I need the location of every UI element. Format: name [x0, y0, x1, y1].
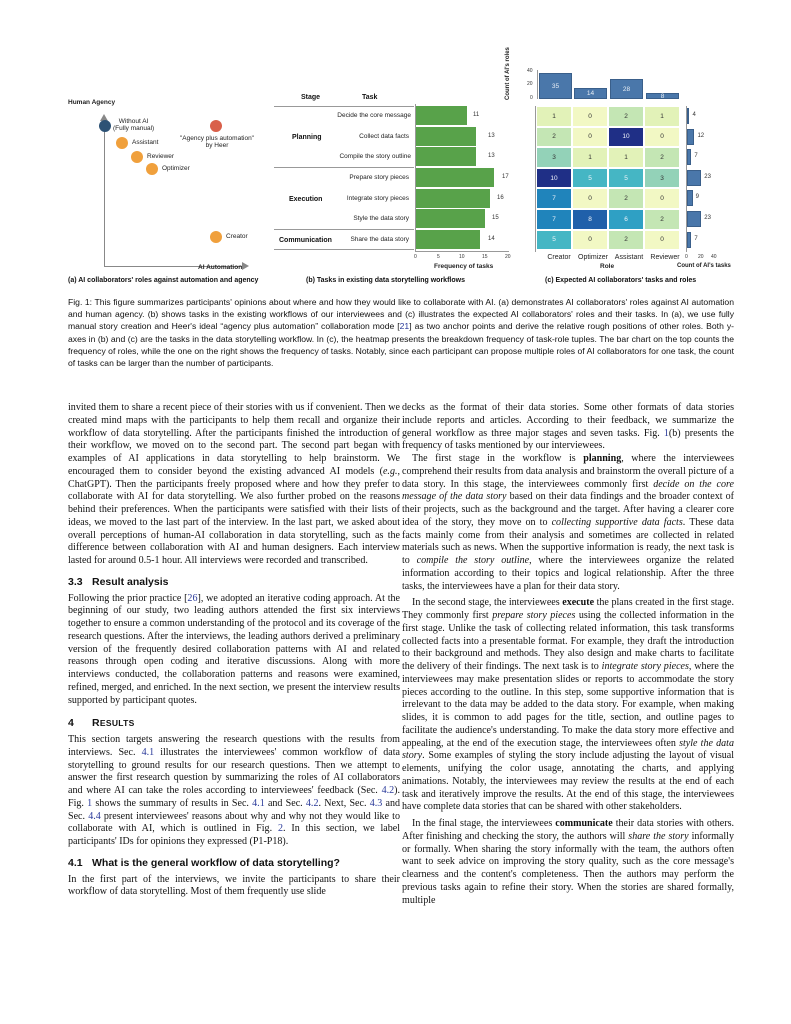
task-label: Style the data story — [353, 215, 409, 222]
x-axis-label: Frequency of tasks — [434, 263, 494, 270]
bar-value: 35 — [551, 82, 560, 90]
top-y-tick: 20 — [527, 81, 533, 87]
text: (b) presents the frequency of tasks mentioned by our interviewees. — [402, 427, 734, 452]
text: using the collected information in the first stage. Unlike the task of collecting related information, this task transforms collected facts into a presentable format. For example, they draft the introduction to their background and methods. They also design and make charts to facilitate the delivery of their findings. The next task is to — [402, 610, 734, 672]
task-count-bar — [687, 170, 701, 186]
x-tick: 20 — [505, 254, 511, 260]
heatmap-y-axis — [535, 106, 536, 252]
right-x-tick: 0 — [685, 254, 688, 260]
task-label: Decide the core message — [337, 112, 411, 119]
x-tick: 10 — [459, 254, 465, 260]
text: . In this section, we label participants' IDs for opinions they expressed (P1-P18). — [68, 823, 400, 847]
point-optimizer — [146, 163, 158, 175]
x-tick: 15 — [482, 254, 488, 260]
text: integrate story pieces — [601, 661, 689, 672]
task-count-bar — [687, 108, 689, 124]
heatmap-cell: 0 — [644, 127, 680, 148]
text: prepare story pieces — [492, 610, 576, 621]
paragraph — [402, 818, 734, 907]
section-heading-3-3 — [68, 576, 400, 589]
task-label: Prepare story pieces — [349, 174, 409, 181]
heatmap-cell: 0 — [572, 188, 608, 209]
section-number: 4 — [68, 717, 75, 730]
arrow-right-icon — [242, 262, 249, 270]
text: . Next, Sec. — [318, 797, 370, 809]
heatmap-cell: 5 — [608, 168, 644, 189]
text: . Some examples of styling the story include adjusting the layout of visual elements, unifying the color usage, annotating the charts, and applying animations. Notably, the interviewees may review the results at the end of each task and iteratively improve the results. At the end of this stage, the interviewees have complete data stories that can be shared with other stakeholders. — [402, 750, 734, 813]
task-count-bar — [687, 232, 691, 248]
citation-link[interactable]: 21 — [399, 321, 410, 332]
section-number: 3.3 — [68, 575, 83, 588]
text: decks as the format of their data stories. Some other formats of data stories include reports and articles. According to their feedback, we summarize the general workflow as three major stages and seven tasks. Fig. — [402, 402, 734, 439]
heatmap-cell: 6 — [608, 209, 644, 230]
heatmap-row — [536, 106, 680, 127]
section-title: Result analysis — [92, 575, 169, 588]
bar-value: 17 — [502, 174, 509, 180]
task-count-bar — [687, 190, 693, 206]
x-axis-label: Role — [600, 263, 615, 270]
text: and Sec. — [68, 797, 400, 822]
top-y-tick: 0 — [530, 95, 533, 101]
heatmap-cell: 5 — [536, 230, 572, 251]
heatmap-cell: 0 — [572, 230, 608, 251]
text: and Sec. — [264, 797, 306, 809]
paragraph — [402, 402, 734, 453]
heatmap-cell: 2 — [608, 230, 644, 251]
heatmap-cell: 0 — [572, 106, 608, 127]
text: style the data story — [402, 737, 734, 762]
section-title: What is the general workflow of data storytelling? — [92, 856, 340, 869]
text: The first stage in the workflow is — [412, 453, 584, 464]
figure-link[interactable]: 2 — [277, 823, 283, 835]
text: illustrates the interviewees' common workflow of data storytelling to ground results for our research questions. Then we attempt to answer the first research question by summarizing the roles of AI collaborators and where AI can take the roles according to interviewees' feedback (Sec. — [68, 746, 400, 796]
task-count-bar — [687, 129, 694, 145]
citation-link[interactable]: 26 — [187, 592, 198, 604]
paragraph — [68, 593, 400, 708]
right-x-tick: 40 — [711, 254, 717, 260]
heatmap-cell: 7 — [536, 188, 572, 209]
heatmap-cell: 0 — [572, 127, 608, 148]
text: e.g. — [382, 465, 398, 477]
role-label: Creator — [547, 254, 571, 261]
role-bar-assistant — [610, 79, 643, 99]
heatmap-cell: 1 — [644, 106, 680, 127]
heatmap-cell: 1 — [536, 106, 572, 127]
bar-value: 23 — [704, 215, 711, 221]
text: decide on the core message of the data story — [402, 478, 734, 503]
heatmap-cell: 7 — [536, 209, 572, 230]
label-line: "Agency plus automation" — [180, 135, 254, 142]
y-axis-line — [104, 120, 105, 267]
bar-prepare — [416, 168, 494, 187]
panel-a-caption: (a) AI collaborators' roles against automation and agency — [68, 277, 259, 284]
point-creator — [210, 231, 222, 243]
section-title: ESULTS — [99, 718, 135, 729]
label-line: (Fully manual) — [113, 125, 155, 133]
section-link[interactable]: 4.1 — [141, 746, 155, 758]
label-line: by Heer — [205, 142, 229, 150]
paragraph — [402, 453, 734, 593]
role-label: Optimizer — [578, 254, 608, 261]
heatmap-cell: 2 — [608, 106, 644, 127]
right-x-label: Count of AI's tasks — [677, 263, 731, 269]
role-bar-reviewer — [646, 93, 679, 99]
text: invited them to share a recent piece of their stories with us if convenient. Then we created mind maps with the participants to help them recall and organize their workflow of data storytelling. After the participants finished the introduction of their workflow, we moved on to the second part. The second part began with examples of AI applications in data storytelling to help brainstorm. We encouraged them to consider beyond the existing advanced AI models ( — [68, 402, 400, 477]
left-column — [68, 402, 400, 899]
bar-value: 14 — [488, 236, 495, 242]
right-x-tick: 20 — [698, 254, 704, 260]
task-count-bar — [687, 149, 691, 165]
top-y-label: Count of AI's roles — [505, 47, 511, 100]
heatmap-row — [536, 147, 680, 168]
heatmap-cell: 2 — [608, 188, 644, 209]
heatmap-row — [536, 230, 680, 251]
heatmap-cell: 10 — [536, 168, 572, 189]
label-line: Without AI — [118, 118, 149, 125]
divider — [274, 106, 414, 107]
task-label: Compile the story outline — [339, 153, 411, 160]
text: Following the prior practice [ — [68, 592, 188, 604]
bar-value: 16 — [497, 195, 504, 201]
panel-b-caption: (b) Tasks in existing data storytelling workflows — [306, 277, 465, 284]
point-assistant — [116, 137, 128, 149]
role-bar-optimizer — [574, 88, 607, 99]
heatmap — [536, 106, 680, 250]
task-label: Share the data story — [350, 236, 409, 243]
text: This section targets answering the research questions with the results from interviews. Sec. — [68, 734, 400, 758]
bar-decide — [416, 106, 467, 125]
caption-text: Fig. 1: This figure summarizes participants' opinions about where and how they would like to collaborate with AI. (a) demonstrates AI collaborators' roles against AI automation and human agency. (b) shows tasks in the existing workflows of our interviewees and (c) illustrates the expected AI collaborators' roles and their tasks. In (a), we use fully manual story creation and Heer's ideal “agency plus automation” collaboration mode [ — [68, 297, 734, 332]
heatmap-cell: 0 — [644, 188, 680, 209]
text: based on their data findings and the broader context of their projects, such as the background and the target. After having a clearer core idea of the story, they move on to — [402, 491, 734, 528]
point-label-assistant: Assistant — [132, 139, 159, 146]
divider — [274, 167, 414, 168]
section-link[interactable]: 4.2 — [305, 797, 319, 809]
x-axis-line — [415, 251, 509, 252]
heatmap-cell: 0 — [644, 230, 680, 251]
bar-value: 28 — [622, 85, 631, 93]
heatmap-cell: 1 — [608, 147, 644, 168]
section-link[interactable]: 4.1 — [252, 797, 265, 809]
text: the plans created in the first stage. They commonly first — [402, 597, 734, 621]
paragraph: In the first part of the interviews, we invite the participants to share their workflow of data storytelling. Most of them frequently use slide — [68, 873, 400, 898]
text: , where the interviewees organize the related information according to their topics and logical relationship. After the three tasks, the interviewees have a plan for their data story. — [402, 555, 734, 592]
figure-link[interactable]: 1 — [663, 427, 669, 439]
stage-execution: Execution — [289, 196, 323, 203]
text: share the story — [628, 830, 689, 842]
divider — [274, 249, 414, 250]
text: their data stories with others. After finishing and checking the story, the authors will — [402, 818, 734, 842]
top-y-tick: 40 — [527, 68, 533, 74]
bar-value: 13 — [488, 133, 495, 139]
bar-value: 4 — [692, 112, 696, 118]
text: , ChatGPT). Then the participants freely proposed where and how they prefer to collaborate with AI for data storytelling. We also further probed on the reasons behind their preferences. When the participants were satisfied with their lists of ideas, we moved to the last part of the interview. In the last part, we asked about overall perceptions of human-AI collaboration in data storytelling, such as the difference between collaboration with AI and human designers. Each interview lasted for around 0.5-1 hour. All interviews were recorded and transcribed. — [68, 465, 400, 566]
section-heading-4 — [68, 717, 400, 730]
stage-communication: Communication — [279, 237, 332, 244]
heatmap-row — [536, 127, 680, 148]
role-label: Assistant — [614, 254, 644, 261]
role-bar-creator — [539, 73, 572, 99]
section-heading-4-1 — [68, 857, 400, 870]
point-label-agency-plus-automation — [176, 135, 258, 150]
paragraph — [68, 402, 400, 568]
bar-collect — [416, 127, 476, 146]
caption-text: ] as two anchor points and derive the relative rough positions of other roles. Both y-axes in (b) and (c) are the tasks in the data storytelling workflow. In (c), the heatmap presents the breakdown frequency of task-role tuples. The bar chart on the top counts the frequency of roles, while the one on the right shows the frequency of tasks. Notably, since each participant can propose multiple roles of AI collaborators for one task, the count of tasks can be larger than the number of participants. — [68, 321, 734, 369]
text: collecting supportive data facts — [551, 516, 683, 528]
point-reviewer — [131, 151, 143, 163]
bar-value: 8 — [660, 92, 665, 100]
bar-style — [416, 209, 485, 228]
text: informally or formally. When sharing the story informally with the team, the authors often want to seek advice on improving the story quality, such as the core message's clearness and the content's completeness. Then the authors may perform the previous tasks again to refine their story. When the stories are shared formally, multiple — [402, 830, 734, 906]
paragraph — [68, 734, 400, 849]
heatmap-cell: 3 — [644, 168, 680, 189]
point-label-optimizer: Optimizer — [162, 165, 190, 172]
text: ). Fig. — [68, 785, 400, 809]
text: . These data facts mainly come from their analysis and sometimes are collected in related materials such as news. When the supportive information is ready, the next task is to — [402, 516, 735, 566]
stage-planning: Planning — [292, 134, 322, 141]
bar-value: 23 — [704, 173, 711, 180]
text: present interviewees' reasons about why and why not they would like to collaborate with AI, which is outlined in Fig. — [68, 810, 400, 835]
x-tick: 5 — [437, 254, 440, 260]
bar-value: 7 — [694, 235, 698, 242]
text: planning — [583, 453, 622, 464]
point-agency-plus-automation — [210, 120, 222, 132]
text: ], we adopted an iterative coding approach. At the beginning of our study, two leading authors attended the first six interviews together to ensure a common understanding of the protocol and its coverage of the research questions. After the interviews, the leading authors derived a preliminary version of the frequently desired collaboration patterns with AI and related reasons through open coding and iterative discussions. Along with more interviews conducted, the collaboration patterns and reasons were examined, refined, merged, and enriched. In the next section, we present the interview results supported by participant quotes. — [68, 592, 401, 706]
section-link[interactable]: 4.4 — [88, 810, 101, 822]
heatmap-row — [536, 209, 680, 230]
heatmap-cell: 10 — [608, 127, 644, 148]
point-label-reviewer: Reviewer — [147, 153, 175, 160]
section-number: 4.1 — [68, 856, 83, 869]
panel-c-caption: (c) Expected AI collaborators' tasks and roles — [545, 277, 697, 284]
text: In the second stage, the interviewees — [412, 597, 563, 609]
text: , where the interviewees may make presentation slides or reports to accommodate the story pieces according to the outline. In this step, some supportive information that is irrelevant to the data may be added to the data story. For example, when making slides, it is common to add pages for the title, section, and outline pages to facilitate the audience's understanding. To make the data story more effective and appealing, at the end of the execution stage, the interviewees often — [402, 661, 734, 749]
text: communicate — [555, 818, 613, 829]
bar-integrate — [416, 189, 490, 208]
section-link[interactable]: 4.3 — [369, 797, 383, 809]
section-title: R — [92, 717, 100, 730]
heatmap-cell: 5 — [572, 168, 608, 189]
heatmap-cell: 8 — [572, 209, 608, 230]
y-axis-label: Human Agency — [68, 99, 116, 106]
top-y-axis — [537, 70, 538, 99]
point-without-ai — [99, 120, 111, 132]
bar-value: 9 — [695, 194, 699, 201]
bar-compile — [416, 147, 476, 166]
figure-caption — [68, 296, 734, 369]
task-header: Task — [362, 94, 378, 101]
heatmap-cell: 3 — [536, 147, 572, 168]
text: compile the story outline — [416, 555, 530, 566]
bar-value: 11 — [473, 112, 480, 118]
heatmap-cell: 2 — [644, 209, 680, 230]
bar-value: 13 — [488, 153, 495, 159]
heatmap-row — [536, 188, 680, 209]
text: In the final stage, the interviewees — [412, 818, 556, 829]
text: shows the summary of results in Sec. — [92, 797, 253, 809]
point-label-without-ai — [113, 118, 154, 133]
paragraph — [402, 597, 734, 814]
x-tick: 0 — [414, 254, 417, 260]
bar-share — [416, 230, 480, 249]
text: , where the interviewees comprehend their results from data analysis and brainstorm the overall picture of a data story. In this stage, the interviewees commonly first — [402, 453, 734, 490]
x-axis-label: AI Automation — [198, 264, 243, 271]
figure-link[interactable]: 1 — [87, 797, 93, 809]
task-count-bar — [687, 211, 701, 227]
heatmap-row — [536, 168, 680, 189]
section-link[interactable]: 4.2 — [381, 785, 395, 796]
text: execute — [562, 597, 595, 609]
divider — [274, 229, 414, 230]
right-column — [402, 402, 734, 907]
point-label-creator: Creator — [226, 233, 248, 240]
heatmap-cell: 1 — [572, 147, 608, 168]
task-label: Integrate story pieces — [346, 195, 409, 202]
role-label: Reviewer — [650, 254, 680, 261]
task-label: Collect data facts — [359, 133, 409, 140]
bar-value: 14 — [586, 90, 595, 97]
stage-header: Stage — [301, 94, 321, 101]
heatmap-cell: 2 — [644, 147, 680, 168]
bar-value: 12 — [697, 132, 705, 139]
bar-value: 7 — [694, 153, 698, 160]
bar-value: 15 — [492, 215, 499, 221]
heatmap-cell: 2 — [536, 127, 572, 148]
